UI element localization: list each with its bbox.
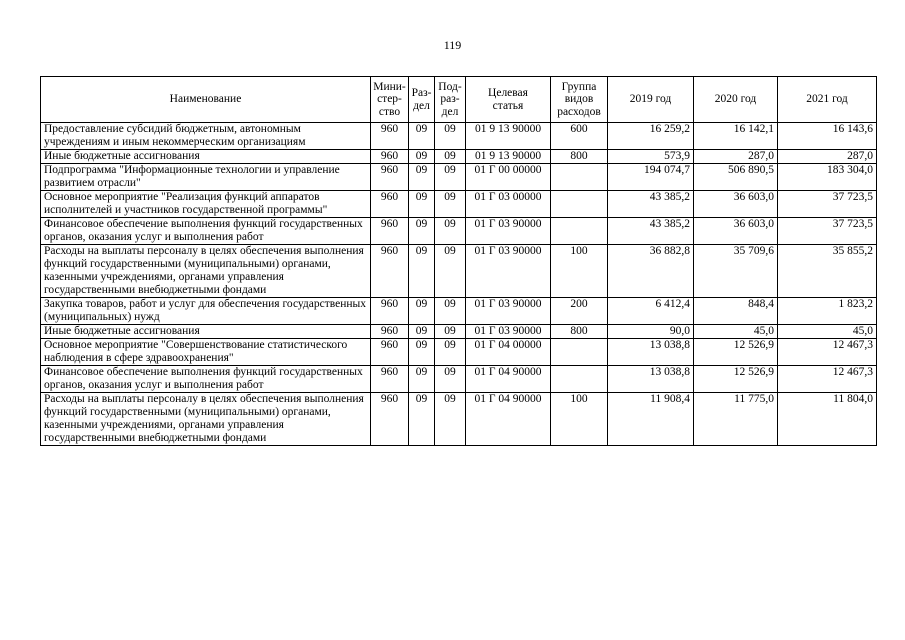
cell-2021: 12 467,3: [778, 366, 877, 393]
cell-target-article: 01 Г 04 90000: [466, 366, 551, 393]
cell-section: 09: [409, 366, 435, 393]
table-row: [41, 366, 877, 393]
cell-section: 09: [409, 393, 435, 446]
cell-2020: 12 526,9: [694, 366, 778, 393]
cell-name: Расходы на выплаты персоналу в целях обеспечения выполнения функций государственными (муниципальными) органами, казенными учреждениями, органами управления государственными внебюджетными фондами: [41, 393, 371, 446]
header-target-article: Целевая статья: [466, 77, 551, 123]
cell-name: Финансовое обеспечение выполнения функций государственных органов, оказания услуг и выполнения работ: [41, 366, 371, 393]
cell-2021: 37 723,5: [778, 191, 877, 218]
header-expense-group: Группа видов расходов: [551, 77, 608, 123]
cell-2021: 287,0: [778, 150, 877, 164]
cell-subsection: 09: [435, 325, 466, 339]
cell-section: 09: [409, 150, 435, 164]
cell-subsection: 09: [435, 123, 466, 150]
cell-ministry: 960: [371, 366, 409, 393]
cell-2021: 37 723,5: [778, 218, 877, 245]
table-row: [41, 245, 877, 298]
cell-2020: 12 526,9: [694, 339, 778, 366]
cell-section: 09: [409, 191, 435, 218]
table-row: [41, 123, 877, 150]
cell-expense-group: 600: [551, 123, 608, 150]
table-row: [41, 339, 877, 366]
cell-subsection: 09: [435, 339, 466, 366]
table-row: [41, 393, 877, 446]
cell-2021: 45,0: [778, 325, 877, 339]
cell-2019: 11 908,4: [608, 393, 694, 446]
cell-subsection: 09: [435, 218, 466, 245]
cell-2021: 12 467,3: [778, 339, 877, 366]
table-row: [41, 298, 877, 325]
table-header: [41, 77, 877, 123]
cell-2019: 13 038,8: [608, 339, 694, 366]
cell-subsection: 09: [435, 393, 466, 446]
cell-target-article: 01 Г 04 00000: [466, 339, 551, 366]
header-2021: 2021 год: [778, 77, 877, 123]
cell-expense-group: [551, 191, 608, 218]
cell-section: 09: [409, 325, 435, 339]
cell-subsection: 09: [435, 245, 466, 298]
cell-expense-group: 800: [551, 150, 608, 164]
cell-section: 09: [409, 164, 435, 191]
cell-expense-group: [551, 366, 608, 393]
page-number: 119: [443, 38, 462, 52]
cell-expense-group: 200: [551, 298, 608, 325]
cell-section: 09: [409, 123, 435, 150]
cell-2020: 11 775,0: [694, 393, 778, 446]
cell-subsection: 09: [435, 164, 466, 191]
cell-2020: 506 890,5: [694, 164, 778, 191]
cell-2021: 35 855,2: [778, 245, 877, 298]
cell-section: 09: [409, 298, 435, 325]
cell-expense-group: 100: [551, 393, 608, 446]
header-ministry: Мини- стер- ство: [371, 77, 409, 123]
cell-2021: 183 304,0: [778, 164, 877, 191]
header-2019: 2019 год: [608, 77, 694, 123]
cell-name: Основное мероприятие "Совершенствование статистического наблюдения в сфере здравоохранения": [41, 339, 371, 366]
cell-name: Основное мероприятие "Реализация функций аппаратов исполнителей и участников государственной программы": [41, 191, 371, 218]
cell-ministry: 960: [371, 245, 409, 298]
cell-expense-group: 100: [551, 245, 608, 298]
table-row: [41, 325, 877, 339]
cell-ministry: 960: [371, 191, 409, 218]
table-row: [41, 150, 877, 164]
cell-ministry: 960: [371, 123, 409, 150]
cell-2021: 16 143,6: [778, 123, 877, 150]
cell-name: Предоставление субсидий бюджетным, автономным учреждениям и иным некоммерческим организациям: [41, 123, 371, 150]
header-name: Наименование: [41, 77, 371, 123]
cell-subsection: 09: [435, 366, 466, 393]
cell-target-article: 01 Г 04 90000: [466, 393, 551, 446]
cell-target-article: 01 Г 03 90000: [466, 298, 551, 325]
cell-2021: 1 823,2: [778, 298, 877, 325]
cell-2020: 287,0: [694, 150, 778, 164]
cell-ministry: 960: [371, 218, 409, 245]
cell-ministry: 960: [371, 164, 409, 191]
cell-ministry: 960: [371, 339, 409, 366]
cell-2020: 35 709,6: [694, 245, 778, 298]
cell-2021: 11 804,0: [778, 393, 877, 446]
header-subsection: Под- раз- дел: [435, 77, 466, 123]
cell-target-article: 01 Г 03 90000: [466, 218, 551, 245]
cell-expense-group: [551, 339, 608, 366]
cell-subsection: 09: [435, 191, 466, 218]
cell-expense-group: [551, 218, 608, 245]
cell-2020: 36 603,0: [694, 218, 778, 245]
cell-subsection: 09: [435, 298, 466, 325]
cell-target-article: 01 Г 03 00000: [466, 191, 551, 218]
cell-2019: 36 882,8: [608, 245, 694, 298]
budget-table: [40, 76, 877, 446]
cell-section: 09: [409, 339, 435, 366]
cell-name: Иные бюджетные ассигнования: [41, 150, 371, 164]
cell-name: Закупка товаров, работ и услуг для обеспечения государственных (муниципальных) нужд: [41, 298, 371, 325]
cell-target-article: 01 Г 00 00000: [466, 164, 551, 191]
cell-name: Расходы на выплаты персоналу в целях обеспечения выполнения функций государственными (муниципальными) органами, казенными учреждениями, органами управления государственными внебюджетными фондами: [41, 245, 371, 298]
cell-name: Финансовое обеспечение выполнения функций государственных органов, оказания услуг и выполнения работ: [41, 218, 371, 245]
cell-name: Иные бюджетные ассигнования: [41, 325, 371, 339]
cell-ministry: 960: [371, 393, 409, 446]
cell-ministry: 960: [371, 150, 409, 164]
cell-subsection: 09: [435, 150, 466, 164]
table-row: [41, 218, 877, 245]
cell-section: 09: [409, 245, 435, 298]
cell-2020: 16 142,1: [694, 123, 778, 150]
header-section: Раз- дел: [409, 77, 435, 123]
cell-2019: 194 074,7: [608, 164, 694, 191]
cell-2019: 13 038,8: [608, 366, 694, 393]
cell-name: Подпрограмма "Информационные технологии и управление развитием отрасли": [41, 164, 371, 191]
cell-2020: 848,4: [694, 298, 778, 325]
cell-expense-group: [551, 164, 608, 191]
cell-2020: 45,0: [694, 325, 778, 339]
cell-expense-group: 800: [551, 325, 608, 339]
table-body: [41, 123, 877, 446]
cell-target-article: 01 Г 03 90000: [466, 245, 551, 298]
cell-target-article: 01 9 13 90000: [466, 123, 551, 150]
cell-2019: 573,9: [608, 150, 694, 164]
cell-2019: 43 385,2: [608, 191, 694, 218]
cell-2020: 36 603,0: [694, 191, 778, 218]
cell-2019: 16 259,2: [608, 123, 694, 150]
cell-2019: 6 412,4: [608, 298, 694, 325]
header-2020: 2020 год: [694, 77, 778, 123]
cell-ministry: 960: [371, 298, 409, 325]
cell-2019: 43 385,2: [608, 218, 694, 245]
table-row: [41, 191, 877, 218]
cell-target-article: 01 Г 03 90000: [466, 325, 551, 339]
cell-2019: 90,0: [608, 325, 694, 339]
cell-target-article: 01 9 13 90000: [466, 150, 551, 164]
table-row: [41, 164, 877, 191]
cell-section: 09: [409, 218, 435, 245]
cell-ministry: 960: [371, 325, 409, 339]
